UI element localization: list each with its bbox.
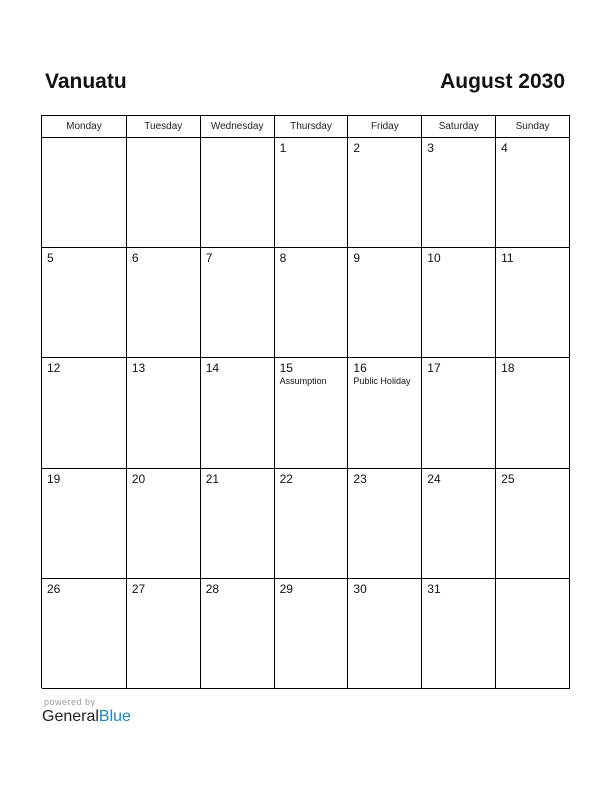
- day-number: 15: [279, 361, 293, 376]
- day-number: 4: [501, 141, 508, 155]
- day-cell: [422, 248, 496, 358]
- day-cell: [201, 248, 275, 358]
- day-number: 26: [47, 581, 61, 596]
- day-cell: [348, 248, 422, 358]
- day-cell: [275, 358, 349, 468]
- day-cell: [275, 138, 349, 248]
- day-cell: [42, 138, 127, 248]
- day-cell: [348, 469, 422, 579]
- day-number: 10: [427, 251, 441, 266]
- week-row: [42, 138, 570, 248]
- week-row: [42, 469, 570, 579]
- day-cell: [127, 358, 201, 468]
- day-cell: [42, 469, 127, 579]
- day-cell: [201, 469, 275, 579]
- day-cell: [201, 579, 275, 689]
- day-number: 21: [205, 471, 220, 486]
- day-cell: [201, 358, 275, 468]
- day-number: 25: [501, 471, 515, 486]
- day-number: 24: [427, 471, 441, 486]
- day-number: 14: [205, 361, 220, 376]
- day-number: 5: [47, 251, 54, 266]
- day-number: 27: [131, 581, 146, 596]
- month-year-title: August 2030: [440, 70, 565, 93]
- weekday-monday: Monday: [42, 116, 127, 138]
- day-cell: [42, 579, 127, 689]
- day-number: 12: [47, 361, 61, 376]
- weekday-thursday: Thursday: [275, 116, 349, 138]
- day-number: 16: [353, 361, 367, 376]
- week-row: [42, 579, 570, 689]
- day-number: 2: [353, 141, 361, 155]
- brand-logo: [42, 708, 131, 726]
- week-row: [42, 358, 570, 468]
- week-row: [42, 248, 570, 358]
- country-title: Vanuatu: [45, 70, 127, 93]
- day-number: 9: [353, 251, 361, 266]
- brand-general: General: [42, 708, 99, 725]
- day-cell: [348, 579, 422, 689]
- day-cell: [127, 138, 201, 248]
- day-number: 7: [205, 251, 213, 266]
- powered-by-text: powered by: [44, 697, 96, 707]
- day-number: 13: [131, 361, 146, 376]
- day-cell: [422, 358, 496, 468]
- day-cell: [127, 248, 201, 358]
- day-number: 3: [427, 141, 434, 155]
- weekday-header-row: [42, 116, 570, 138]
- day-number: 1: [279, 141, 287, 155]
- calendar-grid: [41, 115, 570, 688]
- day-number: 30: [353, 581, 367, 596]
- day-cell: [201, 138, 275, 248]
- weekday-tuesday: Tuesday: [127, 116, 201, 138]
- day-cell: [127, 579, 201, 689]
- weekday-saturday: Saturday: [422, 116, 496, 138]
- holiday-label: Public Holiday: [353, 376, 411, 387]
- day-cell: [348, 358, 422, 468]
- day-cell: [275, 469, 349, 579]
- day-number: 8: [279, 251, 287, 266]
- day-number: 29: [279, 581, 293, 596]
- day-cell: [496, 469, 570, 579]
- day-number: 6: [131, 251, 139, 266]
- holiday-label: Assumption: [279, 376, 327, 387]
- day-number: 22: [279, 471, 293, 486]
- weeks-container: [42, 138, 570, 689]
- day-number: 20: [131, 471, 146, 486]
- day-number: 19: [47, 471, 61, 486]
- day-number: 28: [205, 581, 220, 596]
- day-cell: [496, 248, 570, 358]
- day-number: 31: [427, 581, 441, 596]
- day-cell: [496, 579, 570, 689]
- day-number: 11: [501, 251, 514, 266]
- weekday-sunday: Sunday: [496, 116, 570, 138]
- weekday-friday: Friday: [348, 116, 422, 138]
- day-cell: [42, 358, 127, 468]
- day-cell: [422, 138, 496, 248]
- day-number: 23: [353, 471, 367, 486]
- day-cell: [127, 469, 201, 579]
- day-cell: [422, 469, 496, 579]
- day-number: 17: [427, 361, 441, 376]
- brand-blue: Blue: [98, 708, 131, 725]
- day-cell: [496, 358, 570, 468]
- day-cell: [42, 248, 127, 358]
- day-cell: [275, 248, 349, 358]
- weekday-wednesday: Wednesday: [201, 116, 275, 138]
- day-cell: [275, 579, 349, 689]
- day-cell: [348, 138, 422, 248]
- day-cell: [422, 579, 496, 689]
- day-number: 18: [501, 361, 515, 376]
- day-cell: [496, 138, 570, 248]
